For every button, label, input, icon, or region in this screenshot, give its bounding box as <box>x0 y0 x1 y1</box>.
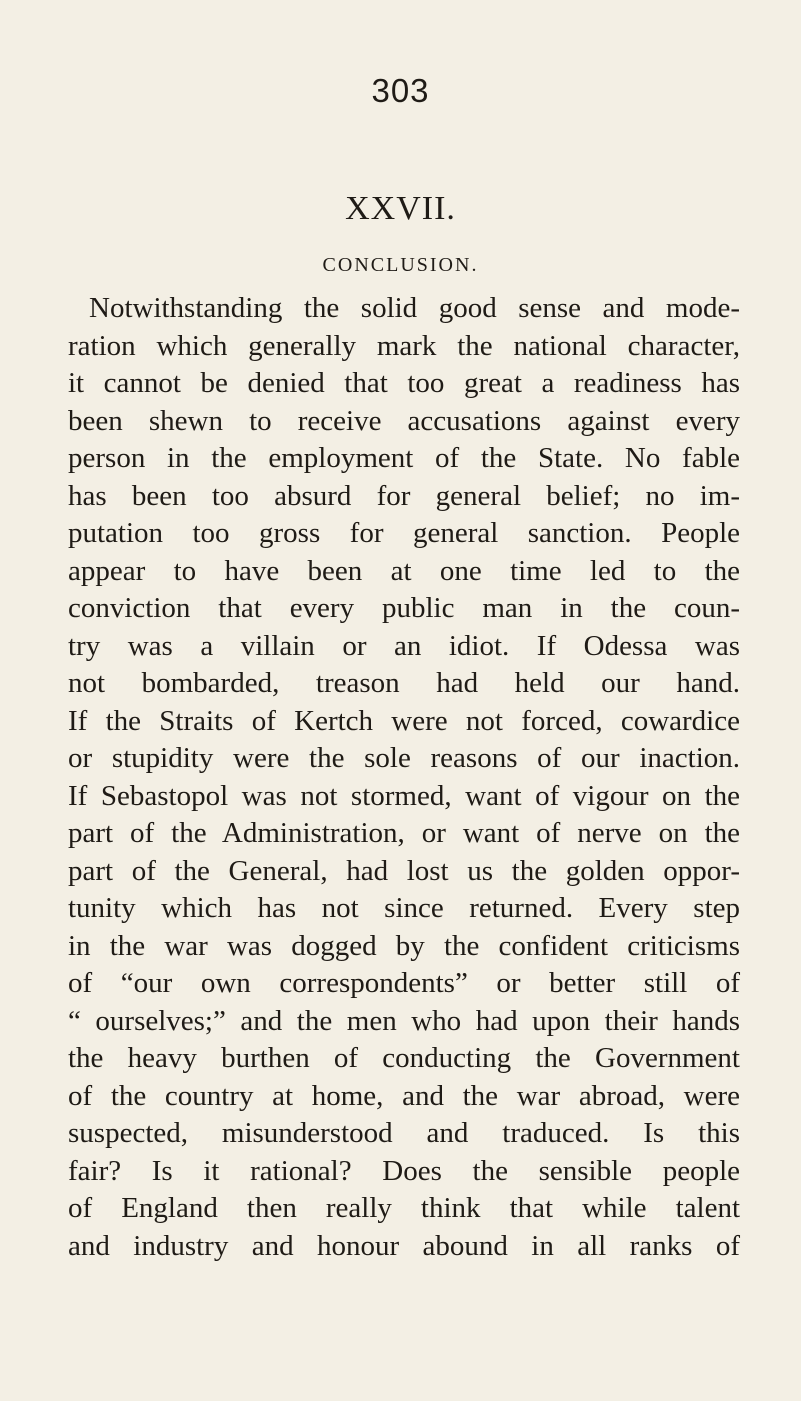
page-number: 303 <box>371 72 430 109</box>
chapter-number: XXVII. <box>345 190 456 227</box>
text-line: of the country at home, and the war abroad, were <box>68 1079 740 1112</box>
text-line: If Sebastopol was not stormed, want of vigour on the <box>68 779 740 812</box>
text-line: in the war was dogged by the confident criticisms <box>68 929 740 962</box>
text-line: suspected, misunderstood and traduced. Is this <box>68 1117 740 1149</box>
text-line: “ ourselves;” and the men who had upon their hands <box>68 1004 740 1037</box>
text-line: part of the Administration, or want of nerve on the <box>68 817 740 849</box>
text-line: it cannot be denied that too great a readiness has <box>68 367 740 399</box>
text-line: been shewn to receive accusations against every <box>68 404 740 437</box>
text-line: Notwithstanding the solid good sense and mode- <box>89 292 740 324</box>
text-line: putation too gross for general sanction. People <box>68 517 740 549</box>
text-line: has been too absurd for general belief; no im- <box>68 479 740 512</box>
text-line: part of the General, had lost us the golden oppor- <box>68 854 740 887</box>
text-line: ration which generally mark the national character, <box>68 329 740 362</box>
text-line: try was a villain or an idiot. If Odessa was <box>68 629 740 662</box>
body-text <box>68 290 740 1265</box>
chapter-title: CONCLUSION. <box>322 254 479 276</box>
text-line: appear to have been at one time led to the <box>68 554 740 587</box>
text-line: and industry and honour abound in all ranks of <box>68 1229 740 1262</box>
text-line: tunity which has not since returned. Every step <box>68 892 740 924</box>
text-line: of England then really think that while talent <box>68 1192 740 1224</box>
text-line: person in the employment of the State. No fable <box>68 442 740 474</box>
text-line: fair? Is it rational? Does the sensible people <box>68 1154 740 1187</box>
text-line: If the Straits of Kertch were not forced, cowardice <box>68 704 740 737</box>
text-line: of “our own correspondents” or better still of <box>68 967 740 999</box>
text-line: the heavy burthen of conducting the Government <box>68 1042 740 1074</box>
text-line: or stupidity were the sole reasons of our inaction. <box>68 742 740 774</box>
text-line: conviction that every public man in the coun- <box>68 592 740 624</box>
text-line: not bombarded, treason had held our hand. <box>68 667 740 699</box>
